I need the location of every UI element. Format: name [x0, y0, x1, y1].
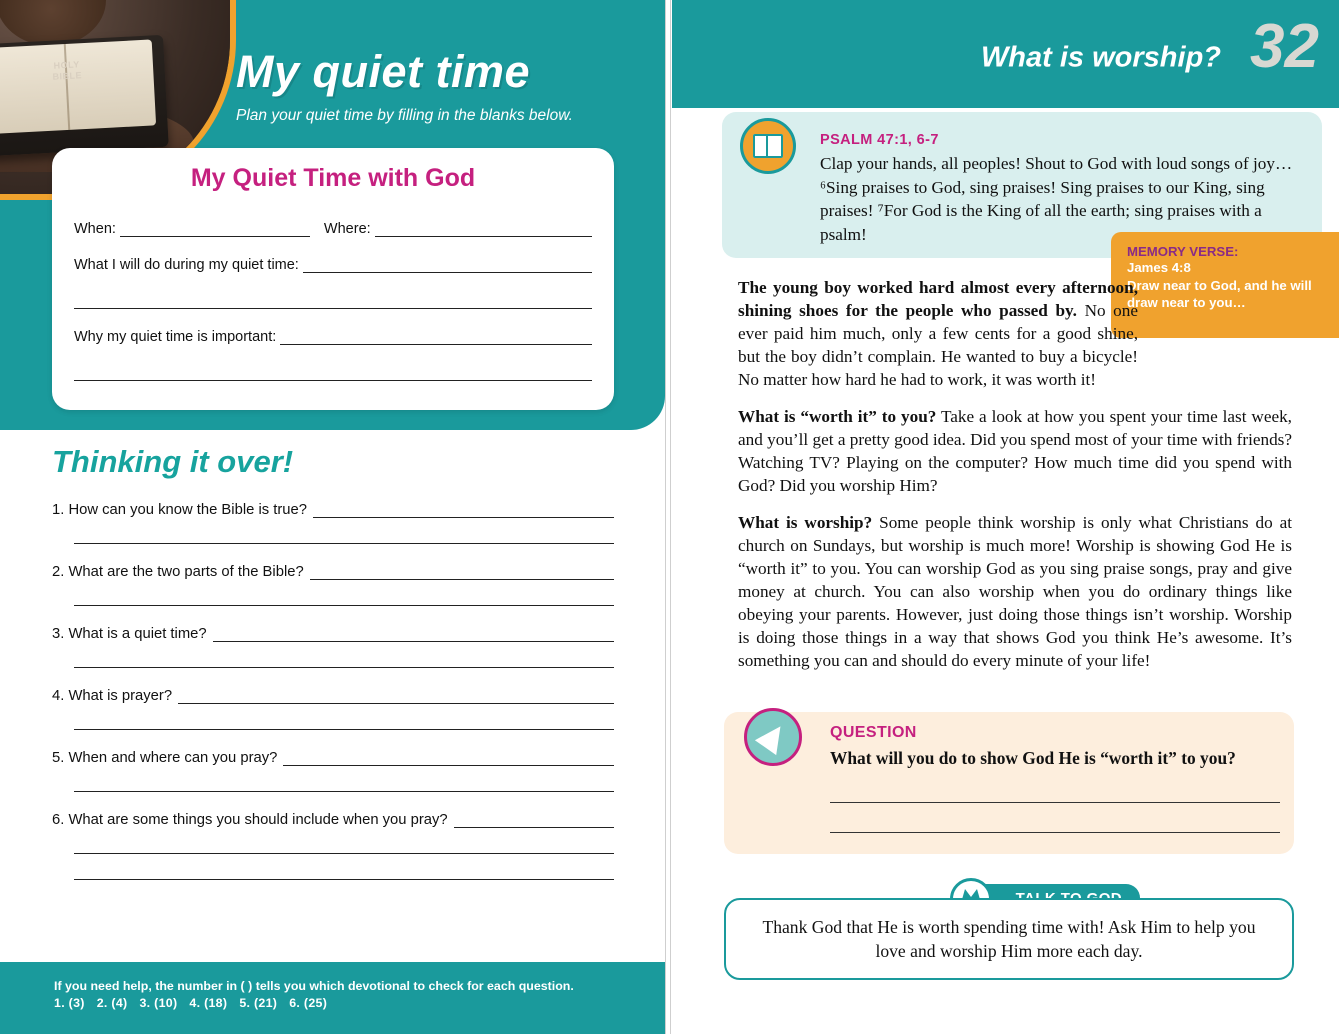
- right-page: [672, 0, 1339, 1034]
- why-input-line1[interactable]: [280, 325, 592, 345]
- form-rows: [74, 207, 592, 381]
- memory-verse-label: MEMORY VERSE:: [1127, 244, 1239, 259]
- paragraph-rest: Some people think worship is only what Christians do at church on Sundays, but worship is much more! Worship is showing God He is “worth it” to you. You can worship God as you sing praise songs, pray and give money at church. You can also worship when you do ordinary things like obeying your parents. However, just doing those things isn’t worship. Worship is doing those things in a way that shows God you think He’s awesome. It’s something you can and should do every minute of your life!: [738, 513, 1292, 670]
- memory-verse-reference: James 4:8: [1127, 260, 1191, 275]
- pencil-icon: [744, 708, 802, 766]
- question-item: [52, 740, 614, 792]
- question-item: [52, 554, 614, 606]
- question-item: [52, 678, 614, 730]
- talk-to-god-box: [724, 898, 1294, 980]
- form-row-what: [74, 243, 592, 273]
- pencil-glyph: [755, 719, 791, 755]
- form-row-what-cont: [74, 279, 592, 309]
- question-list: [52, 492, 614, 890]
- footnote-number: 2. (4): [96, 996, 128, 1010]
- when-input[interactable]: [120, 217, 310, 237]
- page-title: My quiet time: [236, 46, 531, 97]
- question-item: [52, 802, 614, 880]
- question-item: [52, 616, 614, 668]
- question-item: [52, 492, 614, 544]
- question-answer-line[interactable]: [74, 854, 614, 880]
- article-paragraph: [738, 276, 1138, 391]
- question-answer-line[interactable]: [830, 832, 1280, 833]
- form-card-title: My Quiet Time with God: [190, 164, 476, 192]
- bible-glyph: [753, 134, 783, 158]
- why-label: Why my quiet time is important:: [74, 329, 277, 345]
- paragraph-rest: No one ever paid him much, only a few cents for a good shine, but the boy didn’t complain. He wanted to buy a bicycle! No matter how hard he had to work, it was worth it!: [738, 301, 1138, 389]
- question-answer-line[interactable]: [74, 766, 614, 792]
- question-prompt: What will you do to show God He is “worth it” to you?: [830, 748, 1236, 768]
- footnote: [54, 978, 654, 1012]
- footnote-number: 1. (3): [54, 996, 85, 1010]
- question-answer-line[interactable]: [178, 685, 614, 704]
- question-answer-line[interactable]: [74, 828, 614, 854]
- page-gutter: [665, 0, 671, 1034]
- question-text: 1. How can you know the Bible is true?: [52, 502, 307, 518]
- footnote-number: 5. (21): [239, 996, 278, 1010]
- question-text: 6. What are some things you should include when you pray?: [52, 812, 448, 828]
- photo-bible-pages: [0, 39, 156, 134]
- paragraph-lead: What is “worth it” to you?: [738, 407, 937, 426]
- thinking-it-over-title: Thinking it over!: [52, 444, 294, 479]
- scripture-reference: PSALM 47:1, 6-7: [820, 132, 939, 148]
- question-text: 2. What are the two parts of the Bible?: [52, 564, 304, 580]
- article-body: [738, 276, 1292, 686]
- question-answer-line[interactable]: [313, 499, 614, 518]
- question-answer-line[interactable]: [213, 623, 614, 642]
- question-text: 5. When and where can you pray?: [52, 750, 278, 766]
- form-row-why-cont: [74, 351, 592, 381]
- quiet-time-form-card: [52, 148, 614, 410]
- footnote-number: 6. (25): [289, 996, 328, 1010]
- bible-icon: [740, 118, 796, 174]
- when-label: When:: [74, 221, 116, 237]
- question-answer-line[interactable]: [830, 802, 1280, 803]
- footnote-numbers: [54, 995, 654, 1012]
- scripture-text: Clap your hands, all peoples! Shout to God with loud songs of joy…⁶Sing praises to God, sing praises! Sing praises to our King, sing praises! ⁷For God is the King of all the earth; sing praises with a psalm!: [820, 154, 1293, 244]
- question-answer-line[interactable]: [454, 809, 614, 828]
- page-subtitle: Plan your quiet time by filling in the blanks below.: [236, 107, 573, 124]
- paragraph-rest: Take a look at how you spent your time last week, and you’ll get a pretty good idea. Did you spend most of your time with friends? Watching TV? Playing on the computer? How much time did you spend with God? Did you worship Him?: [738, 407, 1292, 495]
- article-paragraph: [738, 405, 1292, 497]
- question-text: 4. What is prayer?: [52, 688, 173, 704]
- question-box: [724, 712, 1294, 854]
- question-answer-line[interactable]: [74, 518, 614, 544]
- memory-verse-text: Draw near to God, and he will draw near to you…: [1127, 278, 1312, 310]
- what-input-line2[interactable]: [74, 289, 592, 309]
- where-input[interactable]: [375, 217, 592, 237]
- form-row-why: [74, 315, 592, 345]
- question-answer-line[interactable]: [74, 704, 614, 730]
- where-label: Where:: [323, 221, 371, 237]
- paragraph-lead: The young boy worked hard almost every afternoon, shining shoes for the people who passed by.: [738, 278, 1138, 320]
- what-input-line1[interactable]: [303, 253, 592, 273]
- question-answer-line[interactable]: [283, 747, 614, 766]
- lesson-number: 32: [1250, 12, 1319, 81]
- question-answer-line[interactable]: [310, 561, 614, 580]
- what-label: What I will do during my quiet time:: [74, 257, 299, 273]
- talk-to-god-text: Thank God that He is worth spending time with! Ask Him to help you love and worship Him more each day.: [762, 917, 1256, 961]
- question-answer-line[interactable]: [74, 642, 614, 668]
- question-answer-line[interactable]: [74, 580, 614, 606]
- footnote-number: 3. (10): [139, 996, 178, 1010]
- article-paragraph: [738, 511, 1292, 672]
- lesson-title: What is worship?: [980, 41, 1221, 74]
- why-input-line2[interactable]: [74, 361, 592, 381]
- left-page: [0, 0, 665, 1034]
- footnote-text: If you need help, the number in ( ) tells you which devotional to check for each question.: [54, 979, 574, 993]
- form-row-when-where: [74, 207, 592, 237]
- footnote-number: 4. (18): [189, 996, 228, 1010]
- question-label: QUESTION: [830, 724, 917, 741]
- paragraph-lead: What is worship?: [738, 513, 873, 532]
- question-text: 3. What is a quiet time?: [52, 626, 207, 642]
- photo-bible-label: HOLY BIBLE: [52, 59, 83, 82]
